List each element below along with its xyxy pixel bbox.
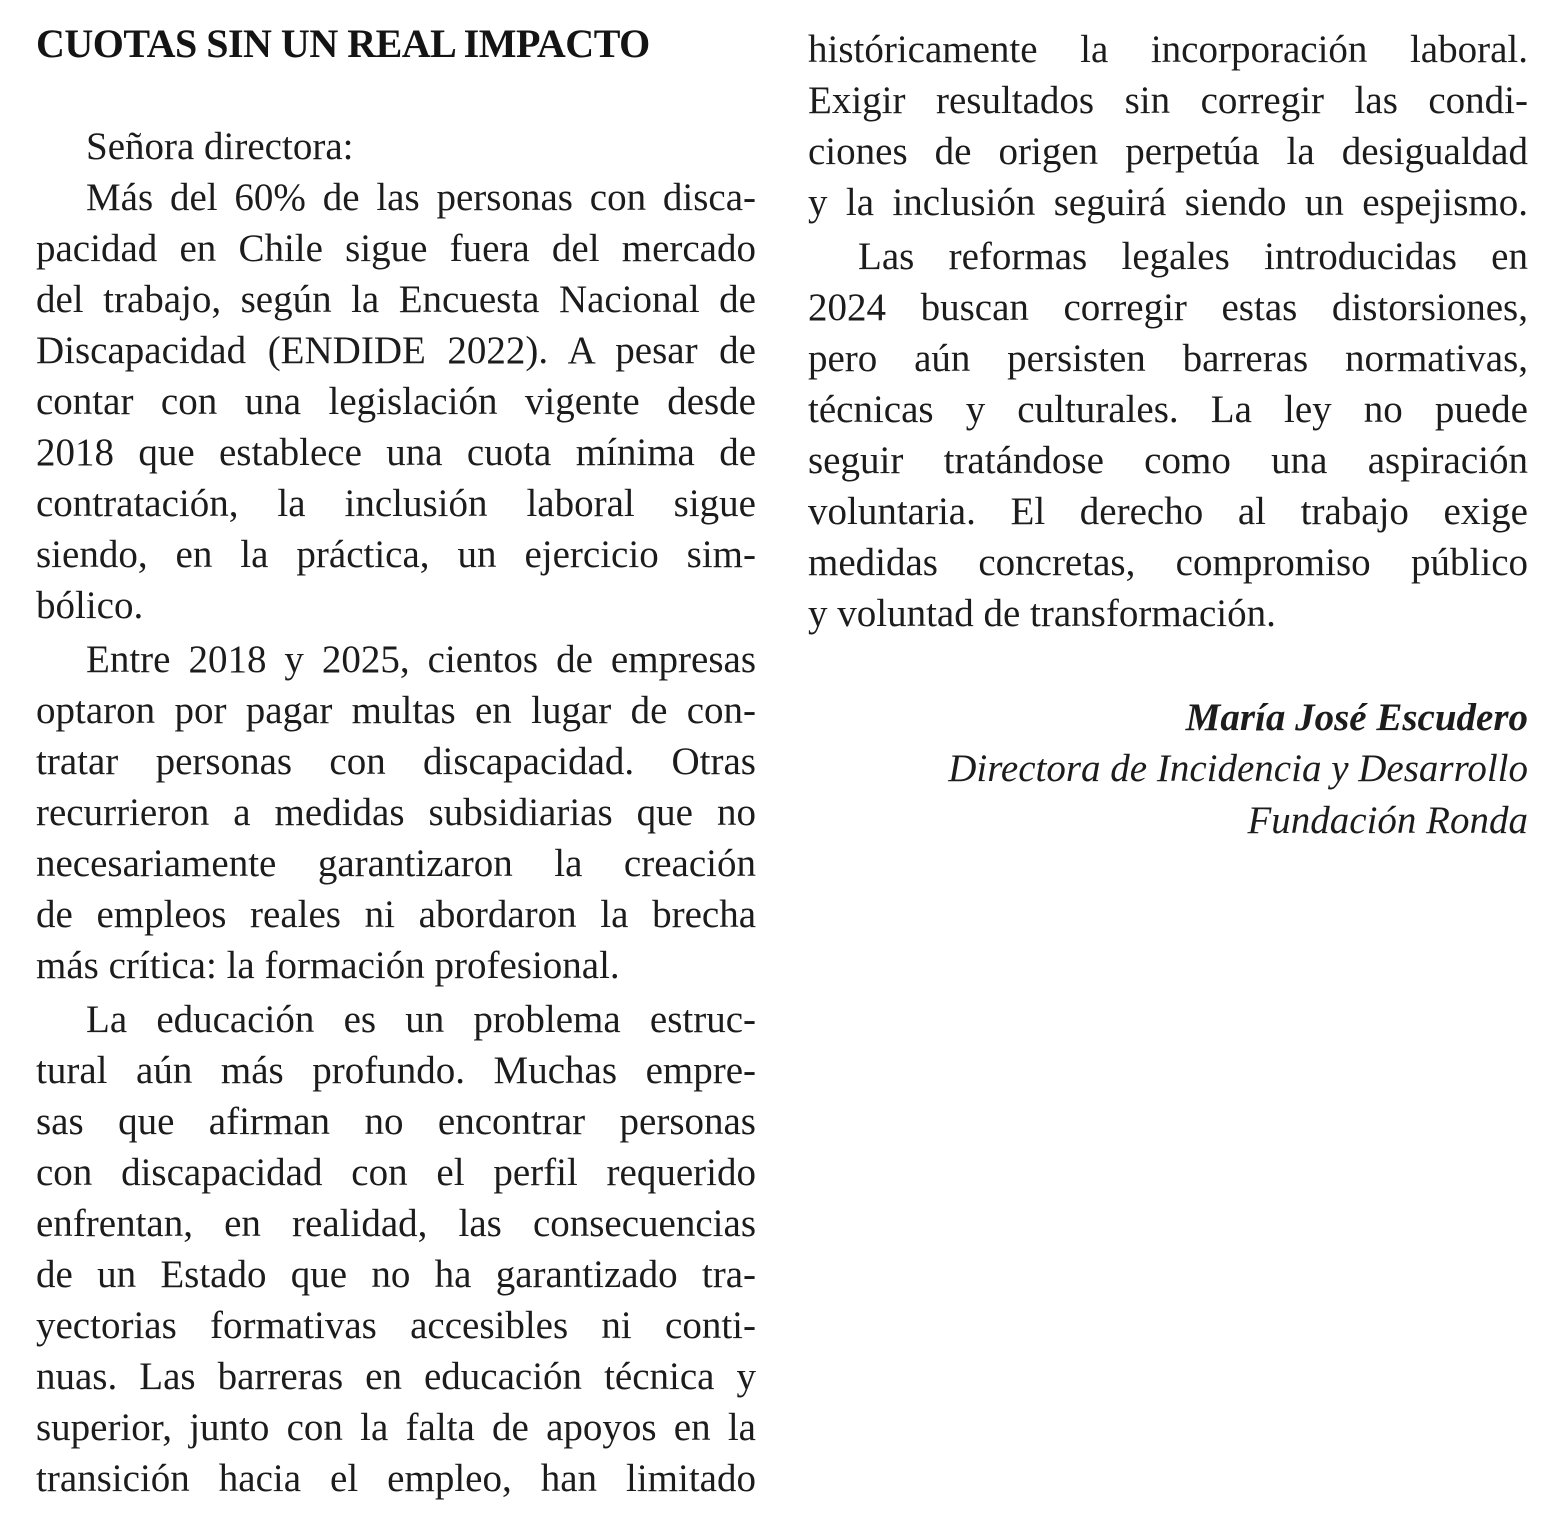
body-line: enfrentan, en realidad, las consecuencias (36, 1202, 756, 1245)
body-line: Discapacidad (ENDIDE 2022). A pesar de (36, 329, 756, 372)
body-line: bólico. (36, 584, 144, 627)
signature-organization: Fundación Ronda (1247, 799, 1528, 842)
body-line: Las reformas legales introducidas en (858, 235, 1528, 278)
body-line: más crítica: la formación profesional. (36, 944, 620, 987)
body-line: Exigir resultados sin corregir las condi- (808, 79, 1528, 122)
body-line: 2024 buscan corregir estas distorsiones, (808, 286, 1528, 329)
body-line: optaron por pagar multas en lugar de con- (36, 689, 756, 732)
body-line: Entre 2018 y 2025, cientos de empresas (86, 638, 756, 681)
body-line: del trabajo, según la Encuesta Nacional de (36, 278, 756, 321)
body-line: recurrieron a medidas subsidiarias que no (36, 791, 756, 834)
body-line: La educación es un problema estruc- (86, 998, 756, 1041)
body-line: seguir tratándose como una aspiración (808, 439, 1528, 482)
salutation: Señora directora: (86, 125, 354, 168)
body-line: medidas concretas, compromiso público (808, 541, 1528, 584)
body-line: y la inclusión seguirá siendo un espejismo. (808, 181, 1528, 224)
body-line: técnicas y culturales. La ley no puede (808, 388, 1528, 431)
body-line: contar con una legislación vigente desde (36, 380, 756, 423)
body-line: con discapacidad con el perfil requerido (36, 1151, 756, 1194)
body-line: transición hacia el empleo, han limitado (36, 1457, 756, 1500)
body-line: 2018 que establece una cuota mínima de (36, 431, 756, 474)
body-line: superior, junto con la falta de apoyos en la (36, 1406, 756, 1449)
body-line: voluntaria. El derecho al trabajo exige (808, 490, 1528, 533)
body-line: históricamente la incorporación laboral. (808, 28, 1528, 71)
body-line: ciones de origen perpetúa la desigualdad (808, 130, 1528, 173)
body-line: necesariamente garantizaron la creación (36, 842, 756, 885)
body-line: tural aún más profundo. Muchas empre- (36, 1049, 756, 1092)
signature-name: María José Escudero (1185, 696, 1528, 739)
body-line: y voluntad de transformación. (808, 592, 1276, 635)
body-line: pacidad en Chile sigue fuera del mercado (36, 227, 756, 270)
body-line: siendo, en la práctica, un ejercicio sim- (36, 533, 756, 576)
body-line: Más del 60% de las personas con disca- (86, 176, 756, 219)
body-line: yectorias formativas accesibles ni conti- (36, 1304, 756, 1347)
letter-headline: CUOTAS SIN UN REAL IMPACTO (36, 21, 650, 66)
body-line: sas que afirman no encontrar personas (36, 1100, 756, 1143)
body-line: pero aún persisten barreras normativas, (808, 337, 1528, 380)
body-line: de un Estado que no ha garantizado tra- (36, 1253, 756, 1296)
body-line: nuas. Las barreras en educación técnica y (36, 1355, 756, 1398)
signature-title: Directora de Incidencia y Desarrollo (948, 747, 1528, 790)
body-line: contratación, la inclusión laboral sigue (36, 482, 756, 525)
body-line: tratar personas con discapacidad. Otras (36, 740, 756, 783)
body-line: de empleos reales ni abordaron la brecha (36, 893, 756, 936)
